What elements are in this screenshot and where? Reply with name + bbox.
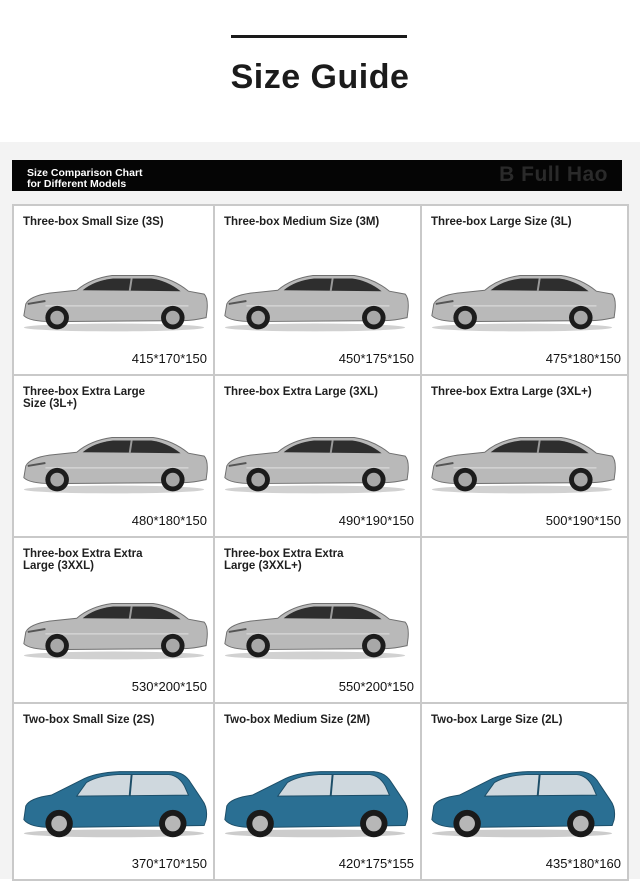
empty-card bbox=[421, 537, 628, 703]
size-card bbox=[421, 703, 628, 880]
size-grid bbox=[12, 204, 629, 881]
size-dimensions: 415*170*150 bbox=[131, 351, 207, 366]
size-dimensions: 550*200*150 bbox=[338, 679, 414, 694]
size-label: Two-box Small Size (2S) bbox=[23, 714, 155, 726]
size-label: Three-box Extra Large Size (3L+) bbox=[23, 386, 146, 410]
size-dimensions: 435*180*160 bbox=[545, 856, 621, 871]
sedan-car-image bbox=[217, 428, 413, 498]
size-card bbox=[421, 375, 628, 537]
size-label: Three-box Extra Extra Large (3XXL) bbox=[23, 548, 143, 572]
size-label: Three-box Medium Size (3M) bbox=[224, 216, 380, 228]
size-card bbox=[421, 205, 628, 375]
size-dimensions: 450*175*150 bbox=[338, 351, 414, 366]
sedan-car-image bbox=[217, 594, 413, 664]
hatchback-car-image bbox=[217, 762, 413, 842]
hatchback-car-image bbox=[424, 762, 620, 842]
sedan-car-image bbox=[424, 266, 620, 336]
title-rule bbox=[231, 35, 407, 38]
size-dimensions: 480*180*150 bbox=[131, 513, 207, 528]
sedan-car-image bbox=[16, 594, 212, 664]
size-card bbox=[13, 537, 214, 703]
size-label: Three-box Extra Large (3XL) bbox=[224, 386, 379, 398]
size-card bbox=[214, 703, 421, 880]
brand-watermark: B Full Hao bbox=[499, 163, 608, 186]
size-dimensions: 530*200*150 bbox=[131, 679, 207, 694]
sedan-car-image bbox=[16, 266, 212, 336]
size-card bbox=[13, 205, 214, 375]
chart-banner bbox=[12, 160, 622, 191]
size-dimensions: 475*180*150 bbox=[545, 351, 621, 366]
size-label: Three-box Extra Large (3XL+) bbox=[431, 386, 592, 398]
size-label: Two-box Large Size (2L) bbox=[431, 714, 563, 726]
size-dimensions: 420*175*155 bbox=[338, 856, 414, 871]
sedan-car-image bbox=[424, 428, 620, 498]
size-card bbox=[13, 703, 214, 880]
size-label: Three-box Large Size (3L) bbox=[431, 216, 572, 228]
sedan-car-image bbox=[16, 428, 212, 498]
size-label: Three-box Extra Extra Large (3XXL+) bbox=[224, 548, 344, 572]
size-label: Two-box Medium Size (2M) bbox=[224, 714, 371, 726]
size-dimensions: 370*170*150 bbox=[131, 856, 207, 871]
banner-subtitle: Size Comparison Chart for Different Models bbox=[27, 167, 143, 190]
size-card bbox=[214, 375, 421, 537]
size-label: Three-box Small Size (3S) bbox=[23, 216, 164, 228]
hatchback-car-image bbox=[16, 762, 212, 842]
size-card bbox=[214, 205, 421, 375]
size-dimensions: 500*190*150 bbox=[545, 513, 621, 528]
sedan-car-image bbox=[217, 266, 413, 336]
size-card bbox=[214, 537, 421, 703]
size-dimensions: 490*190*150 bbox=[338, 513, 414, 528]
page-title: Size Guide bbox=[230, 58, 410, 96]
size-card bbox=[13, 375, 214, 537]
